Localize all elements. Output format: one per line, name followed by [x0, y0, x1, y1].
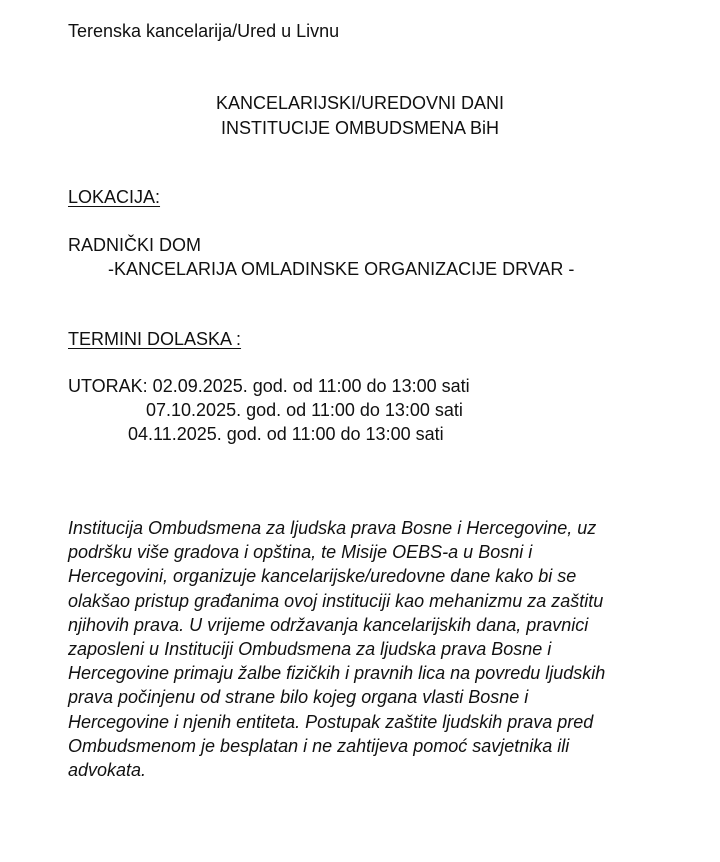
paragraph-line: prava počinjenu od strane bilo kojeg organa vlasti Bosne i: [68, 687, 529, 708]
paragraph-line: Hercegovine i njenih entiteta. Postupak zaštite ljudskih prava pred: [68, 711, 594, 732]
paragraph-line: njihovih prava. U vrijeme održavanja kancelarijskih dana, pravnici: [68, 614, 589, 635]
paragraph-line: Ombudsmenom je besplatan i ne zahtijeva pomoć savjetnika ili: [68, 735, 570, 756]
location-line-1: RADNIČKI DOM: [68, 235, 202, 255]
paragraph-line: podršku više gradova i opština, te Misije OEBS-a u Bosni i: [68, 542, 533, 563]
office-header: Terenska kancelarija/Ured u Livnu: [68, 21, 340, 41]
schedule-date-2: 07.10.2025. god. od 11:00 do 13:00 sati: [146, 400, 463, 420]
document-title-line-2: INSTITUCIJE OMBUDSMENA BiH: [220, 118, 500, 138]
paragraph-line: advokata.: [68, 760, 147, 781]
schedule-date-3: 04.11.2025. god. od 11:00 do 13:00 sati: [128, 424, 444, 444]
location-heading: LOKACIJA:: [68, 187, 161, 207]
paragraph-line: Institucija Ombudsmena za ljudska prava Bosne i Hercegovine, uz: [68, 518, 597, 538]
paragraph-line: olakšao pristup građanima ovoj instituciji kao mehanizmu za zaštitu: [68, 590, 604, 611]
paragraph-line: Hercegovine primaju žalbe fizičkih i pravnih lica na povredu ljudskih: [68, 663, 606, 684]
schedule-date-1: UTORAK: 02.09.2025. god. od 11:00 do 13:00 sati: [68, 376, 470, 396]
paragraph-line: Hercegovini, organizuje kancelarijske/uredovne dane kako bi se: [68, 566, 577, 587]
document-title-line-1: KANCELARIJSKI/UREDOVNI DANI: [215, 93, 505, 113]
location-line-2: -KANCELARIJA OMLADINSKE ORGANIZACIJE DRVAR -: [108, 259, 575, 279]
schedule-heading: TERMINI DOLASKA :: [68, 329, 242, 349]
paragraph-line: zaposleni u Instituciji Ombudsmena za ljudska prava Bosne i: [68, 639, 552, 660]
info-paragraph: [68, 516, 668, 782]
